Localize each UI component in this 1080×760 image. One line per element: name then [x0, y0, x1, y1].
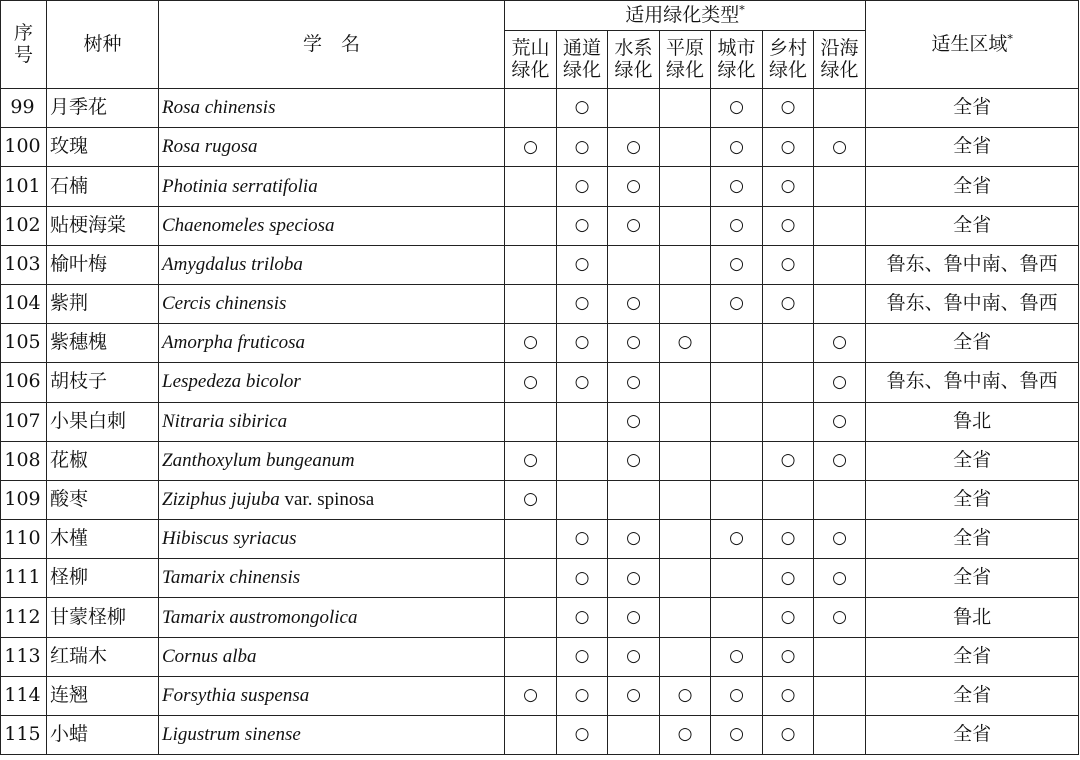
suitability-mark: ○ — [608, 559, 660, 598]
suitability-mark — [814, 206, 866, 245]
row-number: 107 — [1, 402, 47, 441]
suitability-mark — [505, 89, 557, 128]
suitability-mark: ○ — [505, 363, 557, 402]
suitability-mark: ○ — [557, 245, 608, 284]
row-number: 108 — [1, 441, 47, 480]
species-name: 小蜡 — [47, 716, 159, 755]
row-number: 109 — [1, 480, 47, 519]
suitability-mark: ○ — [608, 324, 660, 363]
suitability-mark — [557, 402, 608, 441]
row-number: 99 — [1, 89, 47, 128]
species-name: 酸枣 — [47, 480, 159, 519]
suitability-mark — [763, 363, 814, 402]
suitability-mark — [814, 480, 866, 519]
suitability-mark: ○ — [608, 402, 660, 441]
suitability-mark: ○ — [557, 167, 608, 206]
scientific-name: Nitraria sibirica — [159, 402, 505, 441]
scientific-name: Amygdalus triloba — [159, 245, 505, 284]
table-row — [1, 128, 1079, 167]
suitability-mark: ○ — [608, 284, 660, 323]
table-row — [1, 637, 1079, 676]
suitability-mark — [660, 480, 711, 519]
table-row — [1, 206, 1079, 245]
table-body — [1, 89, 1079, 755]
suitable-region: 全省 — [866, 637, 1079, 676]
suitability-mark: ○ — [763, 167, 814, 206]
species-name: 胡枝子 — [47, 363, 159, 402]
suitability-mark — [711, 559, 763, 598]
suitable-region: 鲁东、鲁中南、鲁西 — [866, 284, 1079, 323]
suitability-mark — [660, 167, 711, 206]
suitability-mark — [763, 402, 814, 441]
suitability-mark: ○ — [608, 363, 660, 402]
suitability-mark: ○ — [814, 559, 866, 598]
suitability-mark — [660, 402, 711, 441]
suitability-mark: ○ — [505, 480, 557, 519]
species-name: 红瑞木 — [47, 637, 159, 676]
species-name: 连翘 — [47, 676, 159, 715]
scientific-name: Tamarix chinensis — [159, 559, 505, 598]
suitability-mark: ○ — [763, 676, 814, 715]
scientific-name: Tamarix austromongolica — [159, 598, 505, 637]
suitability-mark: ○ — [608, 637, 660, 676]
row-number: 112 — [1, 598, 47, 637]
scientific-name: Cornus alba — [159, 637, 505, 676]
suitability-mark: ○ — [608, 676, 660, 715]
suitability-mark — [660, 441, 711, 480]
table-row — [1, 89, 1079, 128]
table-row — [1, 441, 1079, 480]
suitability-mark — [660, 637, 711, 676]
suitability-mark — [608, 89, 660, 128]
suitability-mark: ○ — [505, 441, 557, 480]
row-number: 105 — [1, 324, 47, 363]
header-index: 序 号 — [1, 1, 47, 89]
suitability-mark — [814, 676, 866, 715]
row-number: 114 — [1, 676, 47, 715]
header-type-0: 荒山 绿化 — [505, 31, 557, 89]
suitability-mark — [711, 363, 763, 402]
table-row — [1, 245, 1079, 284]
species-name: 花椒 — [47, 441, 159, 480]
suitability-mark: ○ — [557, 324, 608, 363]
scientific-name: Forsythia suspensa — [159, 676, 505, 715]
scientific-name: Zanthoxylum bungeanum — [159, 441, 505, 480]
suitability-mark — [711, 480, 763, 519]
header-type-5: 乡村 绿化 — [763, 31, 814, 89]
suitability-mark — [814, 89, 866, 128]
suitability-mark: ○ — [557, 363, 608, 402]
suitability-mark: ○ — [505, 676, 557, 715]
table-row — [1, 167, 1079, 206]
suitability-mark — [814, 716, 866, 755]
suitability-mark: ○ — [763, 89, 814, 128]
scientific-name: Photinia serratifolia — [159, 167, 505, 206]
suitability-mark: ○ — [557, 520, 608, 559]
suitability-mark — [660, 559, 711, 598]
suitable-region: 鲁北 — [866, 598, 1079, 637]
suitability-mark: ○ — [711, 167, 763, 206]
table-row — [1, 480, 1079, 519]
suitability-mark: ○ — [763, 716, 814, 755]
suitability-mark — [814, 167, 866, 206]
species-name: 甘蒙柽柳 — [47, 598, 159, 637]
table-row — [1, 716, 1079, 755]
suitability-mark: ○ — [711, 206, 763, 245]
table-row — [1, 363, 1079, 402]
suitability-mark: ○ — [608, 441, 660, 480]
suitability-mark: ○ — [557, 637, 608, 676]
suitability-mark: ○ — [763, 245, 814, 284]
suitability-mark — [557, 480, 608, 519]
species-name: 石楠 — [47, 167, 159, 206]
header-type-4: 城市 绿化 — [711, 31, 763, 89]
suitability-mark: ○ — [711, 128, 763, 167]
suitable-region: 全省 — [866, 167, 1079, 206]
row-number: 104 — [1, 284, 47, 323]
table-row — [1, 284, 1079, 323]
suitable-region: 鲁东、鲁中南、鲁西 — [866, 245, 1079, 284]
row-number: 101 — [1, 167, 47, 206]
suitability-mark: ○ — [711, 637, 763, 676]
suitability-mark: ○ — [557, 206, 608, 245]
suitable-region: 全省 — [866, 676, 1079, 715]
suitability-mark: ○ — [763, 559, 814, 598]
suitability-mark: ○ — [557, 676, 608, 715]
row-number: 110 — [1, 520, 47, 559]
header-type-1: 通道 绿化 — [557, 31, 608, 89]
suitability-mark: ○ — [711, 245, 763, 284]
species-name: 紫穗槐 — [47, 324, 159, 363]
species-name: 榆叶梅 — [47, 245, 159, 284]
scientific-name: Cercis chinensis — [159, 284, 505, 323]
suitability-mark — [660, 284, 711, 323]
suitability-mark: ○ — [608, 520, 660, 559]
suitability-mark — [660, 206, 711, 245]
suitable-region: 全省 — [866, 441, 1079, 480]
suitability-mark — [505, 402, 557, 441]
suitability-mark: ○ — [763, 520, 814, 559]
suitability-mark: ○ — [763, 637, 814, 676]
species-name: 紫荆 — [47, 284, 159, 323]
suitability-mark: ○ — [660, 676, 711, 715]
suitable-region: 全省 — [866, 206, 1079, 245]
row-number: 103 — [1, 245, 47, 284]
scientific-name: Chaenomeles speciosa — [159, 206, 505, 245]
suitability-mark: ○ — [557, 128, 608, 167]
suitability-mark — [505, 206, 557, 245]
row-number: 113 — [1, 637, 47, 676]
row-number: 106 — [1, 363, 47, 402]
suitability-mark — [660, 520, 711, 559]
suitability-mark: ○ — [763, 128, 814, 167]
suitability-mark — [608, 245, 660, 284]
table-row — [1, 559, 1079, 598]
suitability-mark — [660, 245, 711, 284]
suitability-mark: ○ — [711, 520, 763, 559]
suitability-mark: ○ — [814, 520, 866, 559]
species-name: 小果白刺 — [47, 402, 159, 441]
suitability-mark: ○ — [608, 206, 660, 245]
suitability-mark: ○ — [505, 128, 557, 167]
suitability-mark — [711, 441, 763, 480]
suitability-mark: ○ — [711, 716, 763, 755]
suitability-mark: ○ — [557, 284, 608, 323]
scientific-name: Amorpha fruticosa — [159, 324, 505, 363]
header-region: 适生区域* — [866, 1, 1079, 89]
suitability-mark: ○ — [763, 441, 814, 480]
suitability-mark — [711, 324, 763, 363]
suitability-mark: ○ — [660, 716, 711, 755]
suitability-mark — [505, 245, 557, 284]
suitable-region: 全省 — [866, 716, 1079, 755]
suitability-mark: ○ — [711, 89, 763, 128]
row-number: 100 — [1, 128, 47, 167]
suitability-mark — [814, 245, 866, 284]
suitability-mark — [660, 89, 711, 128]
suitability-mark — [660, 598, 711, 637]
scientific-name: Rosa rugosa — [159, 128, 505, 167]
header-type-2: 水系 绿化 — [608, 31, 660, 89]
scientific-name: Lespedeza bicolor — [159, 363, 505, 402]
suitability-mark: ○ — [557, 716, 608, 755]
header-type-6: 沿海 绿化 — [814, 31, 866, 89]
suitable-region: 鲁东、鲁中南、鲁西 — [866, 363, 1079, 402]
suitability-mark: ○ — [660, 324, 711, 363]
suitability-mark: ○ — [814, 402, 866, 441]
suitability-mark — [814, 637, 866, 676]
species-name: 月季花 — [47, 89, 159, 128]
header-scientific-name: 学 名 — [159, 1, 505, 89]
suitability-mark — [505, 284, 557, 323]
row-number: 111 — [1, 559, 47, 598]
suitable-region: 全省 — [866, 480, 1079, 519]
species-name: 贴梗海棠 — [47, 206, 159, 245]
table-row — [1, 520, 1079, 559]
scientific-name: Hibiscus syriacus — [159, 520, 505, 559]
table-row — [1, 402, 1079, 441]
suitability-mark — [557, 441, 608, 480]
species-name: 木槿 — [47, 520, 159, 559]
suitability-mark: ○ — [814, 598, 866, 637]
suitability-mark: ○ — [711, 676, 763, 715]
suitable-region: 全省 — [866, 324, 1079, 363]
scientific-name: Ziziphus jujuba var. spinosa — [159, 480, 505, 519]
scientific-name: Ligustrum sinense — [159, 716, 505, 755]
suitable-region: 全省 — [866, 559, 1079, 598]
table-row — [1, 324, 1079, 363]
suitability-mark — [814, 284, 866, 323]
suitability-mark — [505, 167, 557, 206]
suitability-mark — [711, 598, 763, 637]
suitability-mark: ○ — [814, 441, 866, 480]
suitability-mark — [505, 598, 557, 637]
suitability-mark — [763, 324, 814, 363]
suitable-region: 全省 — [866, 128, 1079, 167]
suitable-region: 鲁北 — [866, 402, 1079, 441]
suitability-mark: ○ — [608, 598, 660, 637]
suitability-mark: ○ — [557, 598, 608, 637]
suitability-mark — [660, 128, 711, 167]
species-name: 玫瑰 — [47, 128, 159, 167]
header-species: 树种 — [47, 1, 159, 89]
header-type-3: 平原 绿化 — [660, 31, 711, 89]
table-row — [1, 598, 1079, 637]
suitability-mark: ○ — [608, 167, 660, 206]
suitability-mark — [505, 716, 557, 755]
suitability-mark: ○ — [814, 324, 866, 363]
header-row-top — [1, 1, 1079, 31]
suitability-mark: ○ — [505, 324, 557, 363]
suitability-mark: ○ — [814, 363, 866, 402]
suitability-mark: ○ — [763, 598, 814, 637]
species-name: 柽柳 — [47, 559, 159, 598]
suitability-mark: ○ — [557, 559, 608, 598]
suitability-mark — [660, 363, 711, 402]
suitability-mark: ○ — [608, 128, 660, 167]
suitability-mark — [608, 716, 660, 755]
suitability-mark — [505, 559, 557, 598]
suitability-mark: ○ — [711, 284, 763, 323]
suitability-mark: ○ — [557, 89, 608, 128]
suitability-mark: ○ — [763, 284, 814, 323]
table-row — [1, 676, 1079, 715]
suitability-mark: ○ — [763, 206, 814, 245]
suitability-mark — [608, 480, 660, 519]
scientific-name: Rosa chinensis — [159, 89, 505, 128]
suitability-mark: ○ — [814, 128, 866, 167]
suitability-mark — [505, 520, 557, 559]
suitability-mark — [505, 637, 557, 676]
suitability-mark — [711, 402, 763, 441]
row-number: 102 — [1, 206, 47, 245]
suitable-region: 全省 — [866, 520, 1079, 559]
suitable-region: 全省 — [866, 89, 1079, 128]
row-number: 115 — [1, 716, 47, 755]
suitability-mark — [763, 480, 814, 519]
header-greening-types: 适用绿化类型* — [505, 1, 866, 31]
